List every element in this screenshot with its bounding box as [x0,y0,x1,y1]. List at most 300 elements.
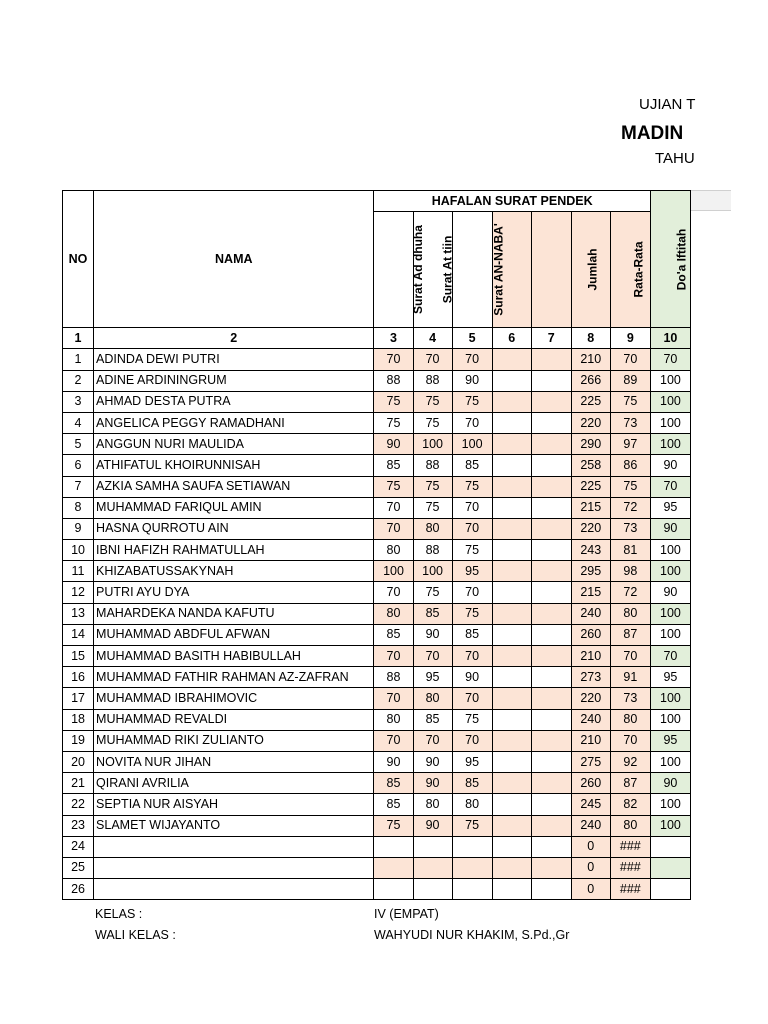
header-label: Rata-Rata [631,241,646,298]
score-ad-dhuha [374,857,413,878]
score-col-6 [492,646,531,667]
score-col-7 [531,709,571,730]
row-no: 24 [63,836,94,857]
score-rata-rata: 80 [610,709,650,730]
score-col-6 [492,857,531,878]
col-number: 1 [63,328,94,349]
score-col-7 [531,879,571,900]
score-an-naba: 75 [452,815,492,836]
score-col-6 [492,730,531,751]
table-row [63,624,691,645]
score-col-6 [492,794,531,815]
score-ad-dhuha: 80 [374,709,413,730]
score-rata-rata: 91 [610,667,650,688]
table-row [63,497,691,518]
student-name: MUHAMMAD BASITH HABIBULLAH [94,646,374,667]
score-at-tiin: 80 [413,794,452,815]
score-an-naba: 70 [452,646,492,667]
score-col-7 [531,561,571,582]
score-col-6 [492,391,531,412]
table-row [63,730,691,751]
score-rata-rata: 98 [610,561,650,582]
score-doa-iftitah: 70 [650,349,690,370]
score-col-6 [492,624,531,645]
score-an-naba: 70 [452,518,492,539]
col-number: 8 [571,328,610,349]
score-doa-iftitah: 90 [650,518,690,539]
score-jumlah: 215 [571,582,610,603]
score-jumlah: 275 [571,751,610,772]
row-no: 23 [63,815,94,836]
score-doa-iftitah: 90 [650,773,690,794]
score-col-6 [492,709,531,730]
score-col-7 [531,624,571,645]
score-jumlah: 210 [571,730,610,751]
score-an-naba: 70 [452,730,492,751]
score-jumlah: 258 [571,455,610,476]
score-rata-rata: ### [610,879,650,900]
score-col-7 [531,455,571,476]
score-ad-dhuha: 75 [374,412,413,433]
score-doa-iftitah: 90 [650,582,690,603]
score-col-6 [492,773,531,794]
score-rata-rata: 72 [610,497,650,518]
student-name: MUHAMMAD REVALDI [94,709,374,730]
student-name [94,879,374,900]
score-ad-dhuha: 70 [374,730,413,751]
score-at-tiin: 100 [413,434,452,455]
header-jumlah [571,212,610,328]
student-name: QIRANI AVRILIA [94,773,374,794]
score-an-naba: 70 [452,497,492,518]
header-rata-rata [610,212,650,328]
score-an-naba [452,857,492,878]
col-number: 4 [413,328,452,349]
score-ad-dhuha [374,879,413,900]
title-line-1: UJIAN T [639,96,696,113]
score-col-7 [531,497,571,518]
score-rata-rata: 89 [610,370,650,391]
score-col-7 [531,370,571,391]
score-ad-dhuha: 80 [374,603,413,624]
score-rata-rata: 82 [610,794,650,815]
score-col-7 [531,518,571,539]
score-an-naba: 75 [452,709,492,730]
score-an-naba: 85 [452,773,492,794]
header-label: Surat AN-NABA' [491,223,506,316]
score-ad-dhuha: 70 [374,688,413,709]
header-label: Do'a Iftitah [674,228,689,290]
table-row [63,667,691,688]
score-at-tiin: 75 [413,497,452,518]
row-no: 5 [63,434,94,455]
score-col-6 [492,497,531,518]
score-ad-dhuha: 75 [374,391,413,412]
row-no: 7 [63,476,94,497]
score-col-7 [531,836,571,857]
header-surat-an-naba [452,212,506,328]
score-at-tiin: 85 [413,603,452,624]
score-col-6 [492,540,531,561]
score-ad-dhuha: 70 [374,349,413,370]
row-no: 6 [63,455,94,476]
score-doa-iftitah: 100 [650,751,690,772]
score-jumlah: 0 [571,836,610,857]
score-at-tiin: 88 [413,540,452,561]
score-rata-rata: 80 [610,603,650,624]
score-col-6 [492,434,531,455]
score-col-7 [531,476,571,497]
kelas-value: IV (EMPAT) [374,907,439,921]
score-col-6 [492,370,531,391]
row-no: 4 [63,412,94,433]
score-ad-dhuha: 85 [374,624,413,645]
score-doa-iftitah: 100 [650,412,690,433]
score-col-6 [492,879,531,900]
score-ad-dhuha: 70 [374,582,413,603]
column-number-row [63,328,691,349]
score-rata-rata: 72 [610,582,650,603]
score-col-7 [531,349,571,370]
header-label: Surat At tiin [439,235,454,304]
score-jumlah: 240 [571,815,610,836]
header-label: Jumlah [585,248,600,291]
score-rata-rata: 73 [610,518,650,539]
score-jumlah: 266 [571,370,610,391]
score-col-6 [492,561,531,582]
wali-kelas-label: WALI KELAS : [95,928,176,942]
score-col-7 [531,412,571,433]
score-col-6 [492,667,531,688]
header-col-7 [531,212,571,328]
score-at-tiin: 70 [413,646,452,667]
score-at-tiin: 80 [413,518,452,539]
score-doa-iftitah: 100 [650,603,690,624]
student-name: ADINE ARDININGRUM [94,370,374,391]
header-hafalan-group: HAFALAN SURAT PENDEK [374,191,650,212]
score-jumlah: 0 [571,879,610,900]
row-no: 1 [63,349,94,370]
title-line-3: TAHU [655,150,695,167]
score-at-tiin: 85 [413,709,452,730]
table-row [63,773,691,794]
score-ad-dhuha: 85 [374,773,413,794]
score-ad-dhuha: 75 [374,476,413,497]
score-rata-rata: 73 [610,688,650,709]
student-name: IBNI HAFIZH RAHMATULLAH [94,540,374,561]
score-an-naba: 100 [452,434,492,455]
header-no: NO [63,191,94,328]
score-ad-dhuha: 75 [374,815,413,836]
score-ad-dhuha: 70 [374,518,413,539]
score-jumlah: 210 [571,646,610,667]
score-jumlah: 220 [571,688,610,709]
score-at-tiin: 80 [413,688,452,709]
score-at-tiin: 90 [413,751,452,772]
header-row-group [63,191,691,212]
student-name [94,857,374,878]
col-number: 7 [531,328,571,349]
table-row [63,688,691,709]
score-jumlah: 215 [571,497,610,518]
table-row [63,434,691,455]
score-an-naba: 75 [452,540,492,561]
score-col-7 [531,815,571,836]
score-col-7 [531,688,571,709]
score-jumlah: 225 [571,391,610,412]
row-no: 12 [63,582,94,603]
score-doa-iftitah [650,857,690,878]
row-no: 14 [63,624,94,645]
table-row [63,349,691,370]
row-no: 20 [63,751,94,772]
score-col-7 [531,434,571,455]
score-jumlah: 295 [571,561,610,582]
score-col-7 [531,773,571,794]
student-name: KHIZABATUSSAKYNAH [94,561,374,582]
score-col-6 [492,815,531,836]
score-an-naba: 70 [452,412,492,433]
row-no: 22 [63,794,94,815]
score-ad-dhuha: 88 [374,370,413,391]
score-doa-iftitah: 95 [650,497,690,518]
score-doa-iftitah: 95 [650,730,690,751]
score-ad-dhuha: 85 [374,794,413,815]
score-doa-iftitah: 100 [650,794,690,815]
student-rows [63,349,691,900]
score-jumlah: 260 [571,624,610,645]
student-name: MUHAMMAD IBRAHIMOVIC [94,688,374,709]
score-doa-iftitah: 100 [650,540,690,561]
score-ad-dhuha: 70 [374,497,413,518]
score-col-7 [531,857,571,878]
score-rata-rata: 87 [610,624,650,645]
score-doa-iftitah: 100 [650,370,690,391]
header-label: Surat Ad dhuha [411,225,426,315]
row-no: 11 [63,561,94,582]
score-ad-dhuha: 88 [374,667,413,688]
score-rata-rata: 75 [610,391,650,412]
score-at-tiin: 95 [413,667,452,688]
score-col-6 [492,603,531,624]
score-jumlah: 220 [571,518,610,539]
score-at-tiin [413,879,452,900]
row-no: 25 [63,857,94,878]
score-ad-dhuha: 85 [374,455,413,476]
table-row [63,836,691,857]
table-row [63,455,691,476]
score-col-6 [492,836,531,857]
score-at-tiin: 88 [413,455,452,476]
table-row [63,391,691,412]
score-jumlah: 273 [571,667,610,688]
student-name: ATHIFATUL KHOIRUNNISAH [94,455,374,476]
score-jumlah: 210 [571,349,610,370]
score-rata-rata: 81 [610,540,650,561]
header-nama: NAMA [94,191,374,328]
table-row [63,815,691,836]
student-name: PUTRI AYU DYA [94,582,374,603]
score-rata-rata: 70 [610,646,650,667]
score-col-6 [492,412,531,433]
row-no: 2 [63,370,94,391]
row-no: 21 [63,773,94,794]
student-name: NOVITA NUR JIHAN [94,751,374,772]
score-doa-iftitah: 100 [650,434,690,455]
score-at-tiin [413,857,452,878]
table-row [63,794,691,815]
score-jumlah: 245 [571,794,610,815]
score-at-tiin: 75 [413,412,452,433]
score-at-tiin: 75 [413,391,452,412]
student-name: AHMAD DESTA PUTRA [94,391,374,412]
score-at-tiin: 75 [413,582,452,603]
kelas-label: KELAS : [95,907,143,921]
student-name: HASNA QURROTU AIN [94,518,374,539]
row-no: 3 [63,391,94,412]
row-no: 15 [63,646,94,667]
score-jumlah: 220 [571,412,610,433]
score-col-7 [531,582,571,603]
score-at-tiin: 70 [413,349,452,370]
score-col-7 [531,730,571,751]
score-doa-iftitah: 100 [650,709,690,730]
score-rata-rata: 92 [610,751,650,772]
wali-kelas-value: WAHYUDI NUR KHAKIM, S.Pd.,Gr [374,928,570,942]
score-an-naba: 70 [452,688,492,709]
score-col-6 [492,476,531,497]
row-no: 18 [63,709,94,730]
table-row [63,582,691,603]
student-name: ANGELICA PEGGY RAMADHANI [94,412,374,433]
grades-table [62,190,691,900]
row-no: 26 [63,879,94,900]
score-doa-iftitah [650,879,690,900]
table-row [63,540,691,561]
score-col-6 [492,688,531,709]
score-at-tiin: 70 [413,730,452,751]
row-no: 13 [63,603,94,624]
score-col-7 [531,751,571,772]
score-doa-iftitah: 100 [650,561,690,582]
table-row [63,709,691,730]
score-jumlah: 0 [571,857,610,878]
table-row [63,561,691,582]
score-rata-rata: 97 [610,434,650,455]
score-col-7 [531,794,571,815]
score-jumlah: 260 [571,773,610,794]
row-no: 10 [63,540,94,561]
score-an-naba: 85 [452,455,492,476]
score-jumlah: 240 [571,709,610,730]
student-name: SEPTIA NUR AISYAH [94,794,374,815]
student-name: MUHAMMAD ABDFUL AFWAN [94,624,374,645]
score-col-7 [531,540,571,561]
score-an-naba: 75 [452,476,492,497]
score-col-6 [492,751,531,772]
score-at-tiin: 90 [413,773,452,794]
score-rata-rata: 70 [610,730,650,751]
col-number: 9 [610,328,650,349]
table-row [63,518,691,539]
table-row [63,879,691,900]
score-at-tiin: 90 [413,815,452,836]
row-no: 8 [63,497,94,518]
row-no: 9 [63,518,94,539]
score-ad-dhuha: 100 [374,561,413,582]
student-name: ADINDA DEWI PUTRI [94,349,374,370]
student-name: AZKIA SAMHA SAUFA SETIAWAN [94,476,374,497]
score-at-tiin: 100 [413,561,452,582]
col-number: 3 [374,328,413,349]
score-col-6 [492,349,531,370]
score-col-7 [531,603,571,624]
row-no: 19 [63,730,94,751]
score-an-naba: 90 [452,370,492,391]
score-rata-rata: 73 [610,412,650,433]
score-rata-rata: ### [610,857,650,878]
score-doa-iftitah [650,836,690,857]
score-ad-dhuha: 90 [374,751,413,772]
score-doa-iftitah: 70 [650,646,690,667]
header-doa-iftitah [650,191,690,328]
score-doa-iftitah: 95 [650,667,690,688]
col-number: 2 [94,328,374,349]
score-an-naba [452,836,492,857]
score-an-naba: 80 [452,794,492,815]
col-number: 10 [650,328,690,349]
score-an-naba: 70 [452,582,492,603]
student-name: MUHAMMAD FARIQUL AMIN [94,497,374,518]
row-no: 16 [63,667,94,688]
score-jumlah: 243 [571,540,610,561]
score-an-naba [452,879,492,900]
score-doa-iftitah: 90 [650,455,690,476]
table-row [63,603,691,624]
score-col-6 [492,455,531,476]
student-name: ANGGUN NURI MAULIDA [94,434,374,455]
next-column-header-stub [691,190,731,211]
score-col-7 [531,391,571,412]
table-row [63,751,691,772]
score-doa-iftitah: 100 [650,815,690,836]
table-row [63,370,691,391]
score-ad-dhuha: 80 [374,540,413,561]
score-ad-dhuha: 70 [374,646,413,667]
score-rata-rata: 86 [610,455,650,476]
score-jumlah: 240 [571,603,610,624]
score-at-tiin: 88 [413,370,452,391]
score-ad-dhuha: 90 [374,434,413,455]
score-ad-dhuha [374,836,413,857]
score-doa-iftitah: 70 [650,476,690,497]
table-row [63,476,691,497]
row-no: 17 [63,688,94,709]
score-at-tiin: 75 [413,476,452,497]
header-surat-ad-dhuha [374,212,426,328]
student-name [94,836,374,857]
score-at-tiin: 90 [413,624,452,645]
score-an-naba: 75 [452,603,492,624]
score-at-tiin [413,836,452,857]
table-row [63,857,691,878]
student-name: MUHAMMAD RIKI ZULIANTO [94,730,374,751]
table-row [63,646,691,667]
score-an-naba: 90 [452,667,492,688]
score-rata-rata: ### [610,836,650,857]
col-number: 5 [452,328,492,349]
title-line-2: MADIN [621,123,684,144]
